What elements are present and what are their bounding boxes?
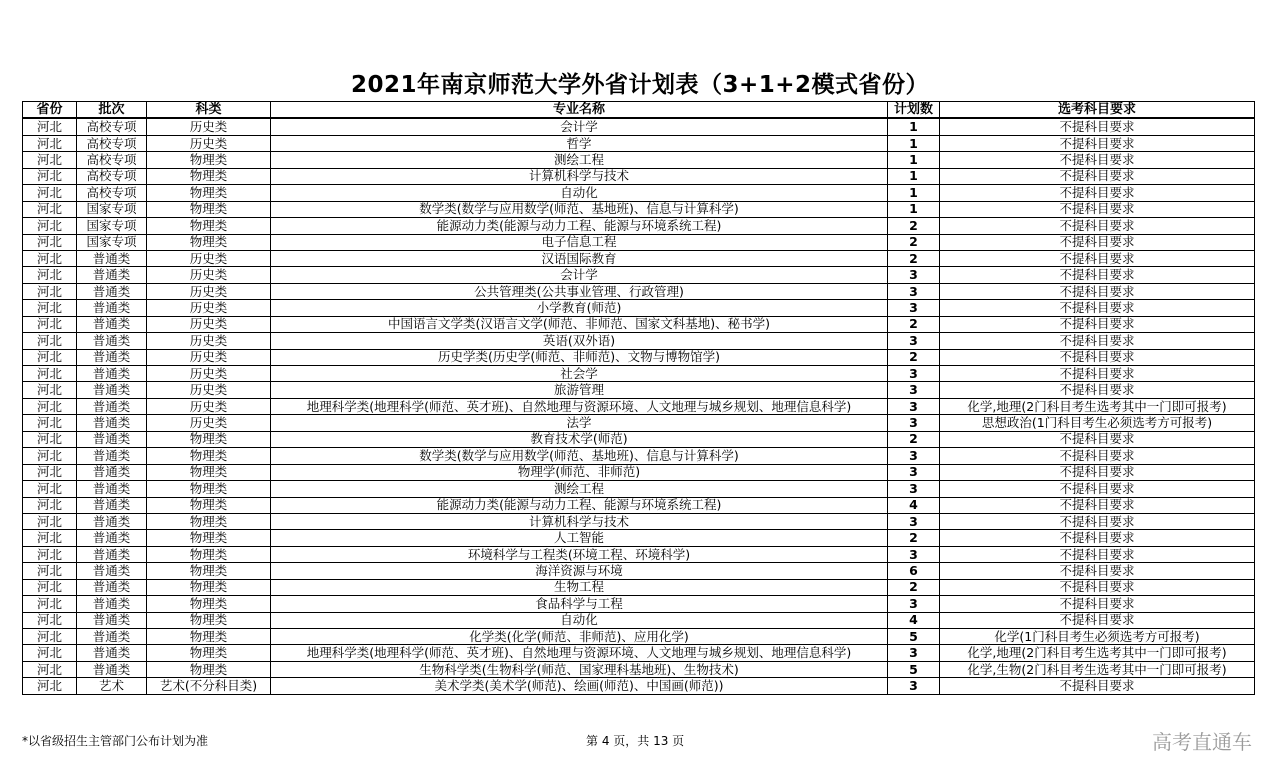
batch-cell: 普通类 [77,546,147,562]
plan-count-cell: 5 [888,629,940,645]
batch-cell: 高校专项 [77,152,147,168]
major-cell: 美术学类(美术学(师范)、绘画(师范)、中国画(师范)) [271,678,888,694]
plan-count-cell: 5 [888,661,940,677]
subject-requirement-cell: 不提科目要求 [940,300,1255,316]
batch-cell: 艺术 [77,678,147,694]
plan-count-cell: 2 [888,349,940,365]
subject-requirement-cell: 不提科目要求 [940,135,1255,151]
category-cell: 物理类 [147,546,271,562]
batch-cell: 普通类 [77,579,147,595]
column-header-batch: 批次 [77,102,147,119]
province-cell: 河北 [23,234,77,250]
subject-requirement-cell: 不提科目要求 [940,118,1255,135]
footnote: *以省级招生主管部门公布计划为准 [22,734,209,748]
plan-count-cell: 2 [888,250,940,266]
province-cell: 河北 [23,678,77,694]
plan-count-cell: 3 [888,546,940,562]
category-cell: 物理类 [147,629,271,645]
plan-count-cell: 3 [888,678,940,694]
column-header-major: 专业名称 [271,102,888,119]
subject-requirement-cell: 不提科目要求 [940,283,1255,299]
subject-requirement-cell: 不提科目要求 [940,250,1255,266]
province-cell: 河北 [23,118,77,135]
table-row [23,448,1255,464]
plan-count-cell: 3 [888,333,940,349]
table-row [23,596,1255,612]
table-row [23,612,1255,628]
page-indicator: 第 4 页，共 13 页 [586,734,685,748]
category-cell: 物理类 [147,645,271,661]
category-cell: 艺术(不分科目类) [147,678,271,694]
plan-count-cell: 4 [888,612,940,628]
province-cell: 河北 [23,530,77,546]
subject-requirement-cell: 不提科目要求 [940,612,1255,628]
major-cell: 能源动力类(能源与动力工程、能源与环境系统工程) [271,497,888,513]
subject-requirement-cell: 化学,地理(2门科目考生选考其中一门即可报考) [940,398,1255,414]
batch-cell: 普通类 [77,300,147,316]
major-cell: 汉语国际教育 [271,250,888,266]
subject-requirement-cell: 不提科目要求 [940,579,1255,595]
table-row [23,415,1255,431]
batch-cell: 普通类 [77,431,147,447]
batch-cell: 普通类 [77,415,147,431]
table-row [23,530,1255,546]
plan-count-cell: 2 [888,316,940,332]
table-row [23,431,1255,447]
table-row [23,152,1255,168]
major-cell: 法学 [271,415,888,431]
major-cell: 历史学类(历史学(师范、非师范)、文物与博物馆学) [271,349,888,365]
subject-requirement-cell: 不提科目要求 [940,546,1255,562]
province-cell: 河北 [23,448,77,464]
province-cell: 河北 [23,218,77,234]
category-cell: 物理类 [147,431,271,447]
batch-cell: 普通类 [77,661,147,677]
major-cell: 地理科学类(地理科学(师范、英才班)、自然地理与资源环境、人文地理与城乡规划、地理信息科学) [271,398,888,414]
table-row [23,645,1255,661]
batch-cell: 普通类 [77,398,147,414]
category-cell: 物理类 [147,661,271,677]
plan-count-cell: 2 [888,530,940,546]
plan-count-cell: 3 [888,415,940,431]
province-cell: 河北 [23,300,77,316]
province-cell: 河北 [23,201,77,217]
province-cell: 河北 [23,645,77,661]
subject-requirement-cell: 不提科目要求 [940,513,1255,529]
major-cell: 公共管理类(公共事业管理、行政管理) [271,283,888,299]
province-cell: 河北 [23,563,77,579]
province-cell: 河北 [23,349,77,365]
category-cell: 历史类 [147,316,271,332]
major-cell: 哲学 [271,135,888,151]
plan-count-cell: 3 [888,448,940,464]
batch-cell: 普通类 [77,349,147,365]
subject-requirement-cell: 不提科目要求 [940,481,1255,497]
category-cell: 物理类 [147,481,271,497]
category-cell: 物理类 [147,612,271,628]
column-header-province: 省份 [23,102,77,119]
category-cell: 历史类 [147,118,271,135]
major-cell: 计算机科学与技术 [271,168,888,184]
major-cell: 会计学 [271,267,888,283]
plan-count-cell: 2 [888,218,940,234]
table-row [23,283,1255,299]
batch-cell: 高校专项 [77,135,147,151]
major-cell: 教育技术学(师范) [271,431,888,447]
subject-requirement-cell: 不提科目要求 [940,530,1255,546]
table-row [23,300,1255,316]
subject-requirement-cell: 不提科目要求 [940,349,1255,365]
major-cell: 中国语言文学类(汉语言文学(师范、非师范、国家文科基地)、秘书学) [271,316,888,332]
subject-requirement-cell: 不提科目要求 [940,234,1255,250]
batch-cell: 高校专项 [77,118,147,135]
batch-cell: 普通类 [77,513,147,529]
subject-requirement-cell: 不提科目要求 [940,366,1255,382]
major-cell: 电子信息工程 [271,234,888,250]
major-cell: 自动化 [271,185,888,201]
major-cell: 社会学 [271,366,888,382]
plan-count-cell: 3 [888,398,940,414]
category-cell: 物理类 [147,185,271,201]
plan-count-cell: 3 [888,366,940,382]
major-cell: 会计学 [271,118,888,135]
subject-requirement-cell: 思想政治(1门科目考生必须选考方可报考) [940,415,1255,431]
major-cell: 英语(双外语) [271,333,888,349]
major-cell: 人工智能 [271,530,888,546]
major-cell: 环境科学与工程类(环境工程、环境科学) [271,546,888,562]
table-row [23,250,1255,266]
category-cell: 物理类 [147,497,271,513]
category-cell: 历史类 [147,349,271,365]
major-cell: 自动化 [271,612,888,628]
province-cell: 河北 [23,431,77,447]
subject-requirement-cell: 不提科目要求 [940,448,1255,464]
table-row [23,497,1255,513]
major-cell: 生物工程 [271,579,888,595]
table-row [23,267,1255,283]
table-row [23,366,1255,382]
plan-count-cell: 3 [888,283,940,299]
subject-requirement-cell: 不提科目要求 [940,464,1255,480]
table-body [23,118,1255,694]
batch-cell: 普通类 [77,250,147,266]
province-cell: 河北 [23,612,77,628]
province-cell: 河北 [23,250,77,266]
category-cell: 物理类 [147,152,271,168]
plan-count-cell: 1 [888,168,940,184]
plan-count-cell: 1 [888,118,940,135]
batch-cell: 普通类 [77,316,147,332]
table-row [23,234,1255,250]
plan-count-cell: 1 [888,185,940,201]
major-cell: 数学类(数学与应用数学(师范、基地班)、信息与计算科学) [271,201,888,217]
plan-count-cell: 3 [888,596,940,612]
province-cell: 河北 [23,579,77,595]
category-cell: 物理类 [147,513,271,529]
province-cell: 河北 [23,513,77,529]
major-cell: 计算机科学与技术 [271,513,888,529]
subject-requirement-cell: 化学,生物(2门科目考生选考其中一门即可报考) [940,661,1255,677]
table-row [23,661,1255,677]
province-cell: 河北 [23,316,77,332]
table-row [23,398,1255,414]
batch-cell: 普通类 [77,530,147,546]
batch-cell: 高校专项 [77,168,147,184]
subject-requirement-cell: 化学(1门科目考生必须选考方可报考) [940,629,1255,645]
table-row [23,316,1255,332]
plan-count-cell: 1 [888,152,940,168]
batch-cell: 普通类 [77,283,147,299]
table-row [23,481,1255,497]
major-cell: 测绘工程 [271,152,888,168]
table-row [23,546,1255,562]
batch-cell: 普通类 [77,612,147,628]
subject-requirement-cell: 不提科目要求 [940,382,1255,398]
subject-requirement-cell: 不提科目要求 [940,431,1255,447]
plan-count-cell: 4 [888,497,940,513]
province-cell: 河北 [23,497,77,513]
province-cell: 河北 [23,415,77,431]
table-row [23,678,1255,694]
category-cell: 物理类 [147,596,271,612]
major-cell: 小学教育(师范) [271,300,888,316]
table-row [23,168,1255,184]
plan-count-cell: 3 [888,382,940,398]
province-cell: 河北 [23,546,77,562]
category-cell: 历史类 [147,366,271,382]
batch-cell: 国家专项 [77,218,147,234]
category-cell: 物理类 [147,579,271,595]
major-cell: 地理科学类(地理科学(师范、英才班)、自然地理与资源环境、人文地理与城乡规划、地理信息科学) [271,645,888,661]
subject-requirement-cell: 不提科目要求 [940,267,1255,283]
table-row [23,201,1255,217]
plan-count-cell: 2 [888,234,940,250]
province-cell: 河北 [23,629,77,645]
major-cell: 测绘工程 [271,481,888,497]
province-cell: 河北 [23,152,77,168]
category-cell: 历史类 [147,333,271,349]
major-cell: 化学类(化学(师范、非师范)、应用化学) [271,629,888,645]
plan-count-cell: 3 [888,513,940,529]
watermark-text: 高考直通车 [1152,730,1252,754]
table-row [23,563,1255,579]
batch-cell: 普通类 [77,563,147,579]
table-row [23,382,1255,398]
plan-count-cell: 6 [888,563,940,579]
table-header-row [23,102,1255,119]
category-cell: 历史类 [147,267,271,283]
plan-count-cell: 3 [888,267,940,283]
table-row [23,118,1255,135]
column-header-category: 科类 [147,102,271,119]
subject-requirement-cell: 不提科目要求 [940,497,1255,513]
subject-requirement-cell: 化学,地理(2门科目考生选考其中一门即可报考) [940,645,1255,661]
table-row [23,333,1255,349]
category-cell: 历史类 [147,135,271,151]
category-cell: 物理类 [147,530,271,546]
plan-count-cell: 3 [888,464,940,480]
batch-cell: 普通类 [77,481,147,497]
province-cell: 河北 [23,168,77,184]
major-cell: 食品科学与工程 [271,596,888,612]
province-cell: 河北 [23,283,77,299]
province-cell: 河北 [23,464,77,480]
subject-requirement-cell: 不提科目要求 [940,168,1255,184]
category-cell: 历史类 [147,283,271,299]
column-header-subject-requirement: 选考科目要求 [940,102,1255,119]
batch-cell: 普通类 [77,382,147,398]
category-cell: 物理类 [147,448,271,464]
batch-cell: 普通类 [77,448,147,464]
category-cell: 历史类 [147,250,271,266]
province-cell: 河北 [23,481,77,497]
batch-cell: 普通类 [77,596,147,612]
category-cell: 物理类 [147,168,271,184]
category-cell: 历史类 [147,398,271,414]
column-header-plan-count: 计划数 [888,102,940,119]
batch-cell: 国家专项 [77,201,147,217]
plan-count-cell: 3 [888,481,940,497]
batch-cell: 普通类 [77,629,147,645]
batch-cell: 普通类 [77,366,147,382]
major-cell: 生物科学类(生物科学(师范、国家理科基地班)、生物技术) [271,661,888,677]
plan-count-cell: 3 [888,645,940,661]
subject-requirement-cell: 不提科目要求 [940,185,1255,201]
major-cell: 物理学(师范、非师范) [271,464,888,480]
batch-cell: 普通类 [77,464,147,480]
batch-cell: 普通类 [77,267,147,283]
enrollment-plan-table [22,101,1255,695]
table-row [23,218,1255,234]
subject-requirement-cell: 不提科目要求 [940,333,1255,349]
plan-count-cell: 1 [888,201,940,217]
province-cell: 河北 [23,333,77,349]
batch-cell: 高校专项 [77,185,147,201]
category-cell: 物理类 [147,563,271,579]
batch-cell: 普通类 [77,497,147,513]
major-cell: 海洋资源与环境 [271,563,888,579]
province-cell: 河北 [23,382,77,398]
table-row [23,513,1255,529]
category-cell: 历史类 [147,300,271,316]
province-cell: 河北 [23,398,77,414]
category-cell: 历史类 [147,382,271,398]
batch-cell: 国家专项 [77,234,147,250]
category-cell: 物理类 [147,464,271,480]
province-cell: 河北 [23,185,77,201]
subject-requirement-cell: 不提科目要求 [940,201,1255,217]
page-title: 2021年南京师范大学外省计划表（3+1+2模式省份） [350,72,930,98]
table-row [23,349,1255,365]
table-row [23,629,1255,645]
subject-requirement-cell: 不提科目要求 [940,316,1255,332]
batch-cell: 普通类 [77,645,147,661]
category-cell: 物理类 [147,201,271,217]
subject-requirement-cell: 不提科目要求 [940,563,1255,579]
subject-requirement-cell: 不提科目要求 [940,678,1255,694]
province-cell: 河北 [23,267,77,283]
major-cell: 数学类(数学与应用数学(师范、基地班)、信息与计算科学) [271,448,888,464]
table-row [23,464,1255,480]
table-row [23,579,1255,595]
plan-count-cell: 1 [888,135,940,151]
plan-count-cell: 2 [888,579,940,595]
province-cell: 河北 [23,661,77,677]
province-cell: 河北 [23,366,77,382]
subject-requirement-cell: 不提科目要求 [940,218,1255,234]
major-cell: 旅游管理 [271,382,888,398]
major-cell: 能源动力类(能源与动力工程、能源与环境系统工程) [271,218,888,234]
province-cell: 河北 [23,596,77,612]
plan-count-cell: 2 [888,431,940,447]
batch-cell: 普通类 [77,333,147,349]
table-row [23,185,1255,201]
category-cell: 历史类 [147,415,271,431]
province-cell: 河北 [23,135,77,151]
category-cell: 物理类 [147,218,271,234]
subject-requirement-cell: 不提科目要求 [940,152,1255,168]
table-row [23,135,1255,151]
plan-count-cell: 3 [888,300,940,316]
category-cell: 物理类 [147,234,271,250]
subject-requirement-cell: 不提科目要求 [940,596,1255,612]
